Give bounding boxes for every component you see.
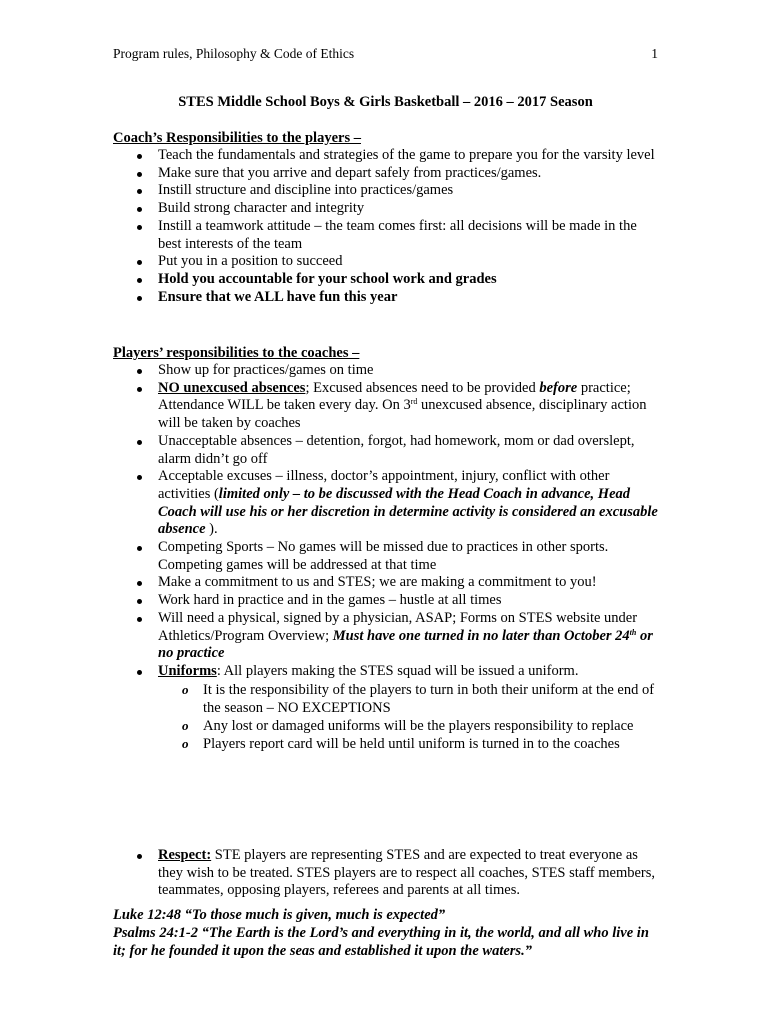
physical-text: Will need a physical, signed by a physician, ASAP; Forms on STES website under Athletics/Program Overview; <box>158 609 638 644</box>
players-responsibilities-list <box>113 362 658 753</box>
coach-section-heading: Coach’s Responsibilities to the players – <box>113 130 361 146</box>
list-item: Make a commitment to us and STES; we are making a commitment to you! <box>113 574 658 592</box>
list-item-acceptable-excuses <box>113 468 658 539</box>
unexcused-text-2: practice; Attendance WILL be taken every day. On 3 <box>158 379 631 414</box>
respect-section <box>113 847 658 900</box>
acceptable-text: Acceptable excuses – illness, doctor’s appointment, injury, conflict with other activities ( <box>158 468 610 502</box>
players-section-heading: Players’ responsibilities to the coaches – <box>113 345 360 361</box>
uniforms-text: : All players making the STES squad will be issued a uniform. <box>216 662 579 679</box>
document-title: STES Middle School Boys & Girls Basketball – 2016 – 2017 Season <box>178 94 593 110</box>
uniforms-label: Uniforms <box>158 662 217 679</box>
unexcused-text-3: unexcused absence, disciplinary action will be taken by coaches <box>158 397 647 432</box>
coach-responsibilities-list <box>113 147 658 306</box>
list-item: Show up for practices/games on time <box>113 362 658 380</box>
list-item: Work hard in practice and in the games – hustle at all times <box>113 592 658 610</box>
physical-end: or no practice <box>158 627 653 662</box>
list-item: Ensure that we ALL have fun this year <box>113 289 658 307</box>
list-item: Build strong character and integrity <box>113 200 658 218</box>
list-item-respect <box>113 847 658 900</box>
quotes-section <box>113 906 658 960</box>
players-responsibilities-section <box>113 344 658 753</box>
page-number: 1 <box>651 46 658 61</box>
respect-label: Respect: <box>158 847 212 863</box>
list-item: Hold you accountable for your school work and grades <box>113 271 658 289</box>
list-item: Make sure that you arrive and depart safely from practices/games. <box>113 165 658 183</box>
luke-quote: Luke 12:48 “To those much is given, much is expected” <box>113 907 446 923</box>
coach-responsibilities-section <box>113 129 658 306</box>
before-emphasis: before <box>539 379 578 396</box>
respect-text: STE players are representing STES and are expected to treat everyone as they wish to be treated. STES players are to respect all coaches, STES staff members, teammates, opposing players, referees and parents at all times. <box>158 847 656 899</box>
list-item-physical <box>113 610 658 663</box>
list-item: Put you in a position to succeed <box>113 253 658 271</box>
ordinal-suffix: rd <box>410 397 418 407</box>
psalms-quote: Psalms 24:1-2 “The Earth is the Lord’s and everything in it, the world, and all who live in it; for he founded it upon the seas and established it upon the waters.” <box>113 925 649 959</box>
acceptable-emphasis: limited only – to be discussed with the Head Coach in advance, Head Coach will use his or her discretion in determine activity is considered an excusable absence <box>158 485 658 538</box>
header-title: Program rules, Philosophy & Code of Ethics <box>113 46 355 61</box>
ordinal-suffix: th <box>629 627 637 637</box>
acceptable-end: ). <box>205 521 218 538</box>
uniforms-sublist <box>113 681 658 754</box>
document-page <box>113 0 658 1024</box>
page-header <box>113 46 658 62</box>
list-item: Instill structure and discipline into practices/games <box>113 182 658 200</box>
respect-list <box>113 847 658 900</box>
sublist-item: o Any lost or damaged uniforms will be the players responsibility to replace <box>113 717 658 735</box>
unexcused-label: NO unexcused absences <box>158 379 306 396</box>
list-item: Teach the fundamentals and strategies of the game to prepare you for the varsity level <box>113 147 658 165</box>
sublist-item: o It is the responsibility of the players to turn in both their uniform at the end of the season – NO EXCEPTIONS <box>113 681 658 717</box>
list-item: Instill a teamwork attitude – the team comes first: all decisions will be made in the best interests of the team <box>113 218 658 253</box>
list-item: Competing Sports – No games will be missed due to practices in other sports. Competing games will be addressed at that time <box>113 539 658 574</box>
sublist-item: o Players report card will be held until uniform is turned in to the coaches <box>113 735 658 753</box>
unexcused-text: ; Excused absences need to be provided <box>305 379 540 396</box>
list-item-uniforms <box>113 663 658 754</box>
list-item-unexcused-absences <box>113 380 658 433</box>
list-item: Unacceptable absences – detention, forgot, had homework, mom or dad overslept, alarm didn’t go off <box>113 433 658 468</box>
physical-emphasis: Must have one turned in no later than October 24 <box>332 627 630 644</box>
